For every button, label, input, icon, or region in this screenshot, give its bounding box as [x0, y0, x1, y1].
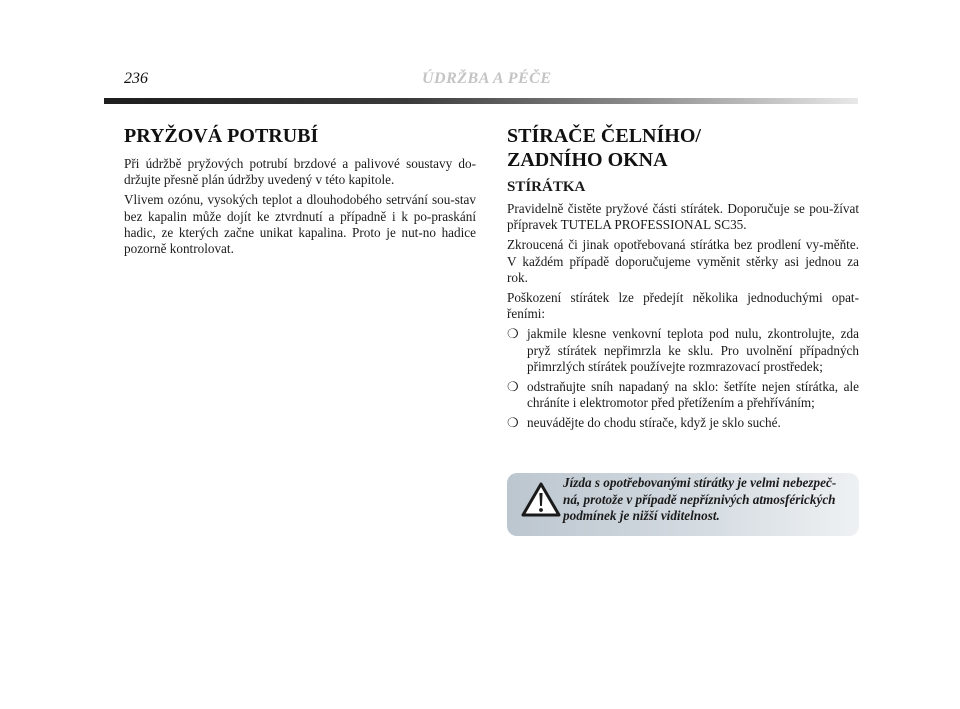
section-title-line: ZADNÍHO OKNA	[507, 149, 668, 171]
left-column	[124, 120, 476, 261]
paragraph: Při údržbě pryžových potrubí brzdové a palivové soustavy do-držujte přesně plán údržby uvedený v této kapitole.	[124, 156, 476, 188]
section-title-wipers	[507, 124, 859, 172]
list-item	[507, 415, 859, 431]
section-title-line: STÍRAČE ČELNÍHO/	[507, 125, 701, 147]
bullet-list	[507, 326, 859, 431]
paragraph: Vlivem ozónu, vysokých teplot a dlouhodobého setrvání sou-stav bez kapalin může dojít ke ztvrdnutí a případně i k po-praskání hadic, ze kterých začne unikat kapalina. Proto je nut-no hadice pozorně kontrolovat.	[124, 192, 476, 257]
bullet-circle-icon: ❍	[507, 415, 519, 431]
warning-box	[507, 473, 859, 536]
header-rule	[104, 98, 858, 104]
list-item	[507, 326, 859, 375]
right-column	[507, 120, 859, 436]
bullet-circle-icon: ❍	[507, 326, 519, 342]
list-item-text: odstraňujte sníh napadaný na sklo: šetříte nejen stírátka, ale chráníte i elektromotor před přetížením a přehříváním;	[527, 379, 859, 411]
paragraph: Poškození stírátek lze předejít několika jednoduchými opat-řeními:	[507, 290, 859, 322]
section-title-rubber-hoses: PRYŽOVÁ POTRUBÍ	[124, 125, 319, 147]
list-item	[507, 379, 859, 411]
paragraph: Zkroucená či jinak opotřebovaná stírátka bez prodlení vy-měňte. V každém případě doporučujeme vyměnit stěrky asi jednou za rok.	[507, 237, 859, 285]
bullet-circle-icon: ❍	[507, 379, 519, 395]
warning-triangle-icon	[521, 482, 561, 518]
warning-text: Jízda s opotřebovanými stírátky je velmi nebezpeč-ná, protože v případě nepříznivých atmosférických podmínek je nižší viditelnost.	[563, 475, 837, 523]
subsection-title-wiper-blades: STÍRÁTKA	[507, 179, 586, 195]
page-number: 236	[124, 70, 148, 87]
list-item-text: jakmile klesne venkovní teplota pod nulu, zkontrolujte, zda pryž stírátek nepřimrzla ke sklu. Pro uvolnění případných přimrzlých stírátek používejte rozmrazovací prostředek;	[527, 326, 859, 374]
list-item-text: neuvádějte do chodu stírače, když je sklo suché.	[527, 415, 781, 431]
paragraph: Pravidelně čistěte pryžové části stírátek. Doporučuje se pou-žívat přípravek TUTELA PROFESSIONAL SC35.	[507, 201, 859, 233]
running-header: ÚDRŽBA A PÉČE	[422, 70, 552, 87]
